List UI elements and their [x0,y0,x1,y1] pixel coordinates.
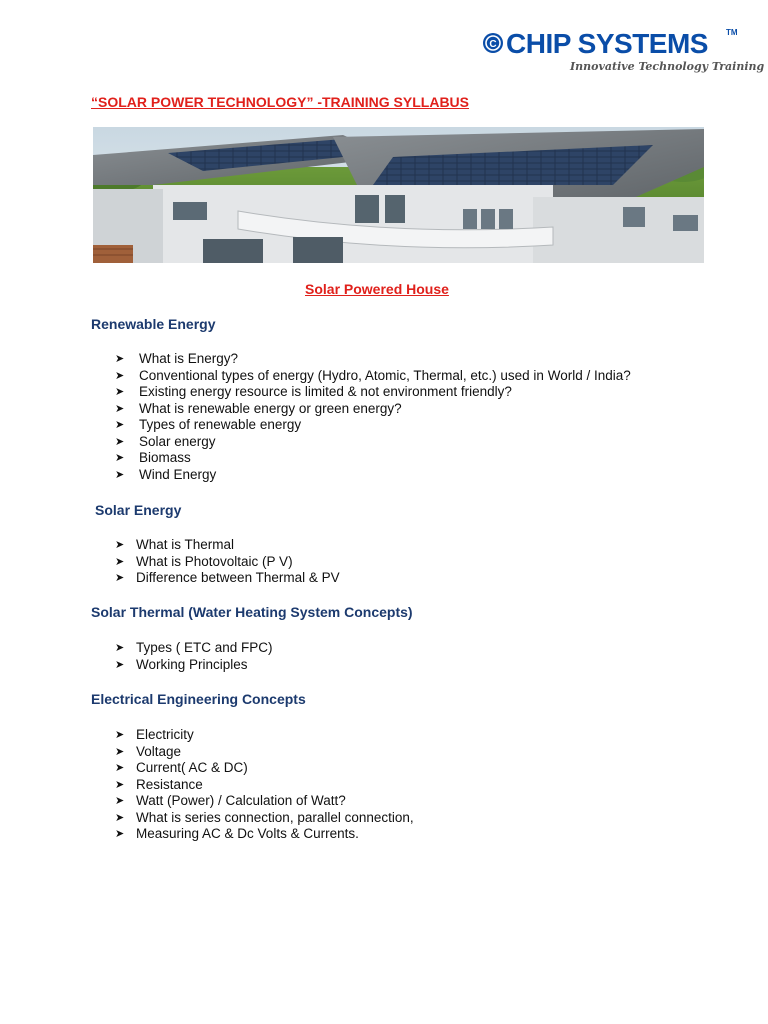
list-item: ➤ What is Thermal [115,537,235,552]
list-item: ➤ What is series connection, parallel connection, [115,809,414,825]
list-item: ➤ Electricity [115,727,194,742]
arrow-bullet-icon: ➤ [115,369,125,382]
section-solar-thermal [91,604,413,673]
arrow-bullet-icon: ➤ [115,353,125,365]
arrow-bullet-icon: ➤ [115,745,125,758]
arrow-bullet-icon: ➤ [115,402,125,415]
arrow-bullet-icon: ➤ [115,811,125,824]
solar-house-photo [93,127,704,263]
arrow-bullet-icon: ➤ [115,452,125,464]
arrow-bullet-icon: ➤ [115,795,125,807]
section-heading: Solar Energy [95,502,182,518]
section-solar-energy [95,502,340,587]
list-item: ➤ Biomass [115,450,191,465]
arrow-bullet-icon: ➤ [115,729,125,741]
arrow-bullet-icon: ➤ [115,435,125,448]
arrow-bullet-icon: ➤ [115,762,125,774]
arrow-bullet-icon: ➤ [115,642,125,654]
list-item: ➤ Working Principles [115,656,248,672]
bullet-list [115,640,413,673]
document-title: “SOLAR POWER TECHNOLOGY” -TRAINING SYLLABUS [91,94,469,110]
list-item: ➤ Existing energy resource is limited & not environment friendly? [115,384,512,399]
chip-systems-logo [480,28,765,78]
arrow-bullet-icon: ➤ [115,419,125,431]
list-item: ➤ Voltage [115,743,182,759]
list-item: ➤ What is Photovoltaic (P V) [115,553,293,569]
arrow-bullet-icon: ➤ [115,572,125,584]
svg-text:C: C [489,39,497,50]
list-item: ➤ Measuring AC & Dc Volts & Currents. [115,826,359,841]
arrow-bullet-icon: ➤ [115,468,125,481]
section-heading: Electrical Engineering Concepts [91,691,306,707]
bullet-list [115,537,340,587]
list-item: ➤ Types ( ETC and FPC) [115,640,273,655]
arrow-bullet-icon: ➤ [115,386,125,398]
section-electrical-engineering [91,691,414,843]
section-renewable-energy [91,316,631,483]
arrow-bullet-icon: ➤ [115,555,125,568]
list-item: ➤ Types of renewable energy [115,417,302,432]
logo-tagline: Innovative Technology Training [570,60,765,73]
section-heading: Solar Thermal (Water Heating System Concepts) [91,604,413,620]
arrow-bullet-icon: ➤ [115,828,125,840]
arrow-bullet-icon: ➤ [115,778,125,791]
list-item: ➤ Current( AC & DC) [115,760,248,775]
bullet-list [115,351,631,483]
list-item: ➤ What is Energy? [115,351,239,366]
logo-title: CHIP SYSTEMS [506,28,708,59]
logo-trademark: TM [726,28,738,37]
list-item: ➤ Wind Energy [115,466,217,482]
section-heading: Renewable Energy [91,316,216,332]
arrow-bullet-icon: ➤ [115,658,125,671]
list-item: ➤ Conventional types of energy (Hydro, Atomic, Thermal, etc.) used in World / India? [115,367,631,383]
list-item: ➤ Difference between Thermal & PV [115,570,340,585]
copyright-circle-icon [482,32,504,54]
bullet-list [115,727,414,843]
list-item: ➤ Watt (Power) / Calculation of Watt? [115,793,346,808]
image-caption: Solar Powered House [305,281,449,297]
list-item: ➤ Solar energy [115,433,216,449]
arrow-bullet-icon: ➤ [115,539,125,551]
list-item: ➤ Resistance [115,776,203,792]
list-item: ➤ What is renewable energy or green energy? [115,400,402,416]
